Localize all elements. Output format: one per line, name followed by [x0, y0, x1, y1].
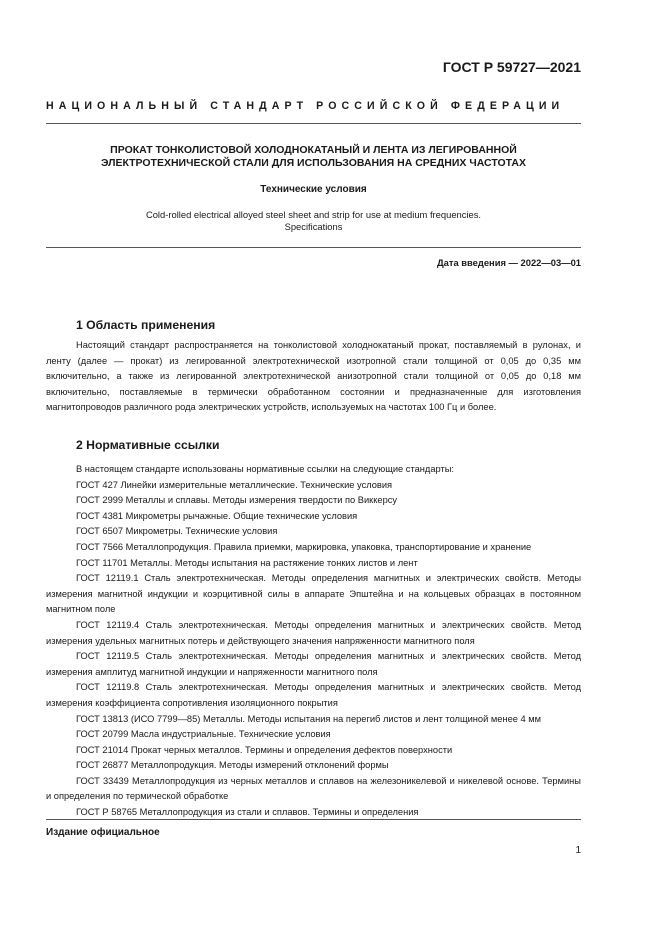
section-2-heading: 2 Нормативные ссылки	[76, 438, 220, 452]
reference-item: ГОСТ 26877 Металлопродукция. Методы измерений отклонений формы	[76, 760, 389, 771]
gost-number: ГОСТ Р 59727—2021	[442, 59, 581, 75]
english-title-line-2: Specifications	[284, 221, 343, 232]
reference-item: ГОСТ 2999 Металлы и сплавы. Методы измерения твердости по Виккерсу	[76, 495, 398, 506]
page-number: 1	[575, 845, 581, 856]
section-1-body	[46, 338, 581, 416]
reference-item: ГОСТ 7566 Металлопродукция. Правила приемки, маркировка, упаковка, транспортирование и хранение	[76, 541, 532, 552]
reference-item: ГОСТ Р 58765 Металлопродукция из стали и сплавов. Термины и определения	[76, 807, 419, 818]
reference-item: ГОСТ 20799 Масла индустриальные. Технические условия	[76, 729, 331, 740]
reference-item: ГОСТ 13813 (ИСО 7799—85) Металлы. Методы испытания на перегиб листов и лент толщиной менее 4 мм	[76, 713, 542, 724]
introduction-date: Дата введения — 2022—03—01	[436, 257, 581, 268]
national-standard-banner: НАЦИОНАЛЬНЫЙ СТАНДАРТ РОССИЙСКОЙ ФЕДЕРАЦИИ	[46, 100, 565, 112]
reference-item: ГОСТ 12119.8 Сталь электротехническая. Методы определения магнитных и электрических свойств. Метод измерения коэффициента сопротивления изоляционного покрытия	[46, 682, 581, 708]
reference-item: ГОСТ 4381 Микрометры рычажные. Общие технические условия	[76, 510, 358, 521]
bottom-divider	[46, 819, 581, 820]
reference-item: ГОСТ 33439 Металлопродукция из черных металлов и сплавов на железоникелевой и никелевой основе. Термины и определения по термической обработке	[46, 775, 581, 802]
english-title	[46, 209, 581, 233]
section-1-paragraph: Настоящий стандарт распространяется на тонколистовой холоднокатаный прокат, поставляемый в рулонах, и ленту (далее — прокат) из легированной электротехнической изотропной стали толщиной от 0,05 до 0,35 мм включительно, а также из легированной электротехнической анизотропной стали толщиной от 0,05 до 0,18 мм включительно, поставляемые в термически обработанном состоянии и предназначенные для изготовления магнитопроводов различного рода электрических устройств, используемых на частотах 100 Гц и более.	[46, 340, 581, 413]
section-1-heading: 1 Область применения	[76, 318, 216, 332]
references-intro: В настоящем стандарте использованы нормативные ссылки на следующие стандарты:	[76, 464, 455, 474]
section-2-body	[46, 462, 581, 821]
title-line-1: ПРОКАТ ТОНКОЛИСТОВОЙ ХОЛОДНОКАТАНЫЙ И ЛЕНТА ИЗ ЛЕГИРОВАННОЙ	[110, 144, 517, 156]
reference-item: ГОСТ 6507 Микрометры. Технические условия	[76, 526, 278, 537]
reference-item: ГОСТ 21014 Прокат черных металлов. Термины и определения дефектов поверхности	[76, 744, 453, 755]
middle-divider	[46, 247, 581, 248]
top-divider	[46, 123, 581, 124]
reference-item: ГОСТ 427 Линейки измерительные металлические. Технические условия	[76, 479, 393, 490]
document-title	[46, 144, 581, 170]
reference-item: ГОСТ 12119.1 Сталь электротехническая. Методы определения магнитных и электрических свойств. Методы измерения магнитной индукции и коэрцитивной силы в аппарате Эпштейна и на кольцевых образцах в постоянном магнитном поле	[46, 573, 581, 615]
official-edition-label: Издание официальное	[46, 827, 160, 838]
title-line-2: ЭЛЕКТРОТЕХНИЧЕСКОЙ СТАЛИ ДЛЯ ИСПОЛЬЗОВАНИЯ НА СРЕДНИХ ЧАСТОТАХ	[101, 157, 526, 169]
reference-item: ГОСТ 12119.5 Сталь электротехническая. Методы определения магнитных и электрических свойств. Метод измерения амплитуд магнитной индукции и напряженности магнитного поля	[46, 651, 581, 677]
reference-item: ГОСТ 12119.4 Сталь электротехническая. Методы определения магнитных и электрических свойств. Метод измерения удельных магнитных потерь и действующего значения напряженности магнитного поля	[46, 619, 581, 646]
english-title-line-1: Cold-rolled electrical alloyed steel sheet and strip for use at medium frequencies.	[145, 209, 482, 220]
reference-item: ГОСТ 11701 Металлы. Методы испытания на растяжение тонких листов и лент	[76, 557, 418, 568]
document-subtitle: Технические условия	[260, 184, 367, 195]
